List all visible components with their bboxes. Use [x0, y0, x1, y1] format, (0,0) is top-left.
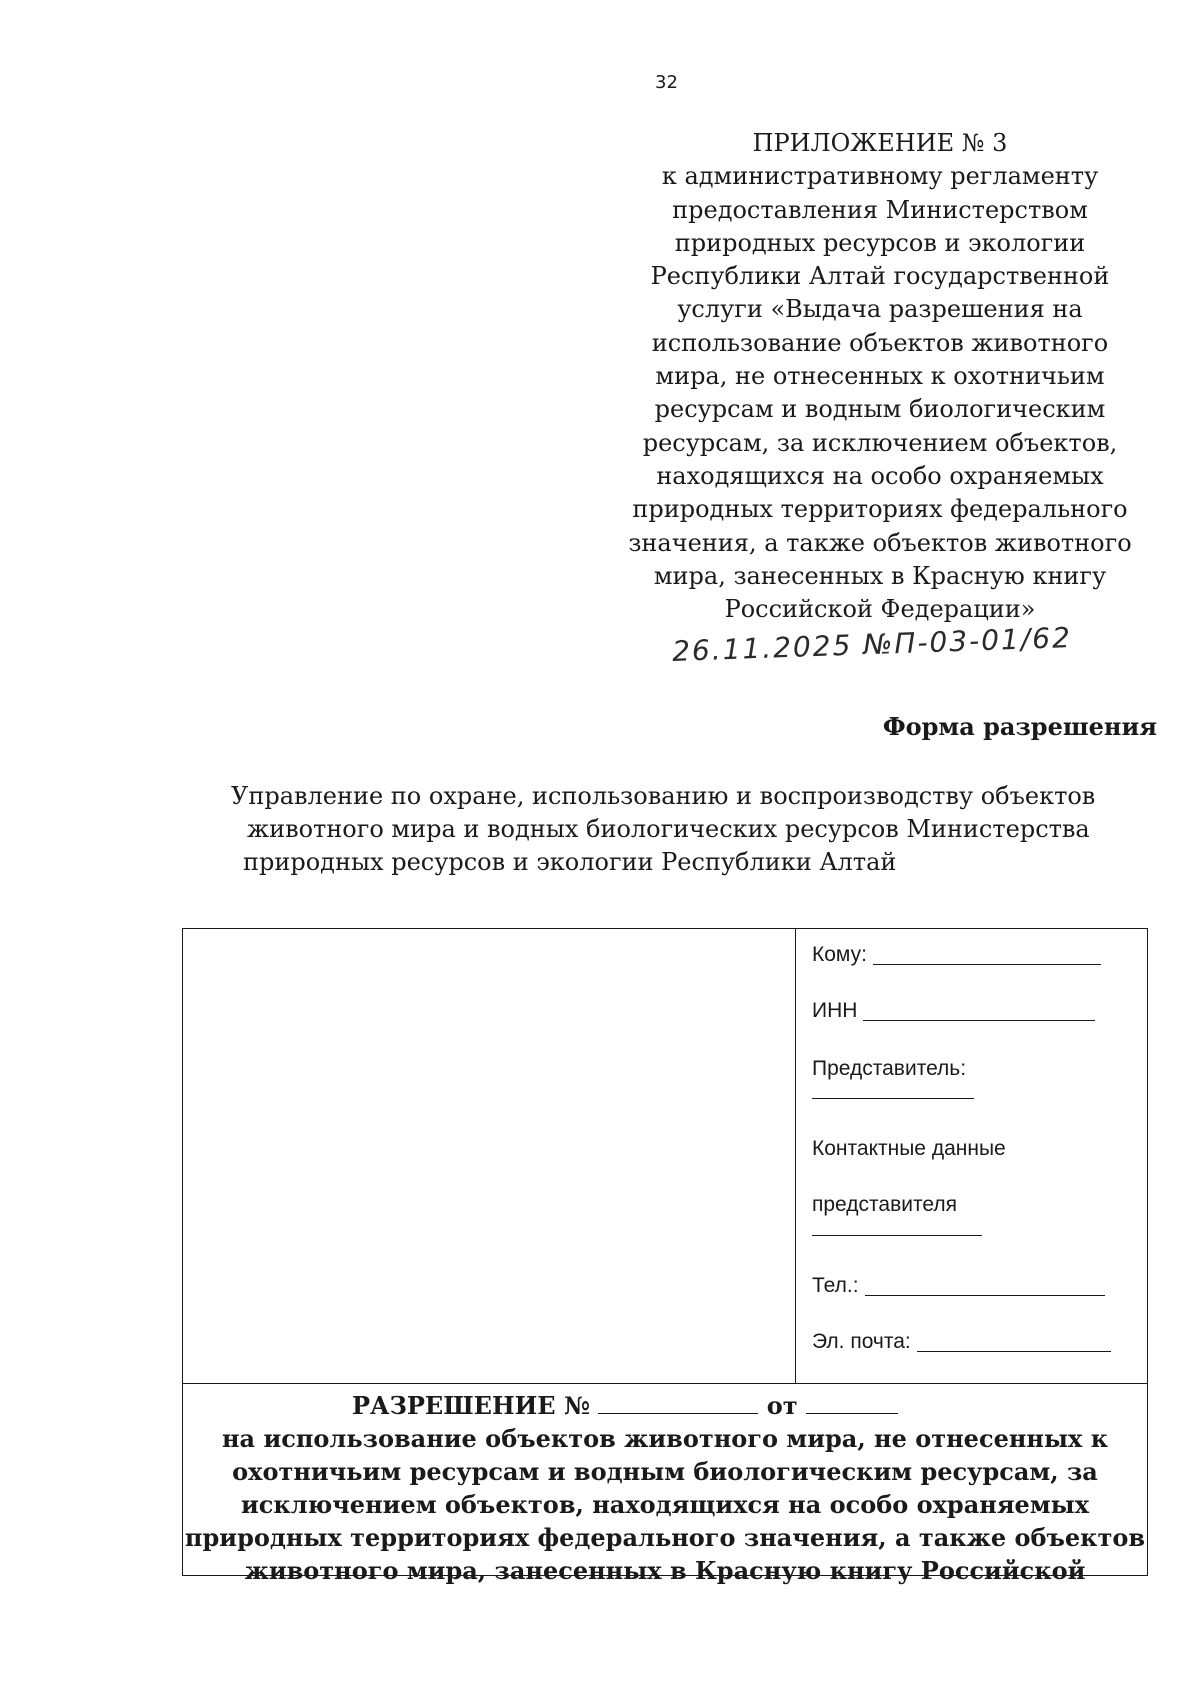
permit-title-line: животного мира, занесенных в Красную книгу Российской [244, 1556, 1086, 1585]
appendix-line: к административному регламенту [661, 162, 1099, 191]
recipient-cell [796, 929, 1147, 1383]
appendix-line: Республики Алтай государственной [650, 262, 1110, 291]
handwritten-date-number: 26.11.2025 №П-03-01/62 [671, 621, 1073, 668]
email-label: Эл. почта: [812, 1330, 911, 1353]
email-field [812, 1330, 1111, 1354]
inn-field [812, 999, 1095, 1023]
contact-field [812, 1137, 1006, 1161]
permit-title-line: охотничьим ресурсам и водным биологическим ресурсам, за [232, 1457, 1098, 1486]
appendix-block [620, 127, 1140, 626]
permit-form-table [182, 928, 1148, 1585]
to-label: Кому: [812, 943, 867, 966]
appendix-line: предоставления Министерством [672, 195, 1088, 224]
permit-title-line: на использование объектов животного мира, не отнесенных к [221, 1424, 1109, 1453]
permit-heading-prefix: РАЗРЕШЕНИЕ № [351, 1391, 591, 1420]
appendix-line: ресурсам, за исключением объектов, [642, 428, 1118, 457]
appendix-line: мира, занесенных в Красную книгу [653, 561, 1107, 590]
form-top-row [183, 929, 1147, 1384]
inn-label: ИНН [812, 999, 858, 1022]
appendix-line: природных территориях федерального [632, 495, 1128, 524]
permit-heading [103, 1389, 1147, 1422]
permit-title-cell [183, 1384, 1147, 1585]
contact-field-2 [812, 1193, 957, 1217]
form-title: Форма разрешения [882, 712, 1157, 741]
permit-date-blank [806, 1391, 898, 1414]
contact-label-1: Контактные данные [812, 1137, 1006, 1160]
appendix-line: мира, не отнесенных к охотничьим [655, 362, 1105, 391]
department-line: Управление по охране, использованию и воспроизводству объектов [231, 782, 1096, 810]
to-field [812, 943, 1101, 967]
appendix-title: ПРИЛОЖЕНИЕ № 3 [752, 129, 1008, 157]
appendix-line: природных ресурсов и экологии [674, 228, 1086, 257]
phone-field [812, 1274, 1105, 1298]
department-line: природных ресурсов и экологии Республики Алтай [243, 848, 897, 876]
permit-number-blank [598, 1391, 758, 1414]
representative-line [812, 1097, 974, 1099]
inn-line [863, 1019, 1095, 1021]
appendix-line: использование объектов животного [651, 328, 1109, 357]
representative-label: Представитель: [812, 1057, 967, 1080]
contact-label-2: представителя [812, 1193, 957, 1216]
appendix-line: значения, а также объектов животного [628, 528, 1132, 557]
contact-line [812, 1234, 982, 1236]
department-block [225, 780, 1125, 879]
appendix-line: Российской Федерации» [724, 595, 1036, 624]
permit-heading-from: от [766, 1391, 798, 1420]
phone-line [865, 1294, 1105, 1296]
appendix-line: услуги «Выдача разрешения на [677, 295, 1083, 324]
permit-title-line: исключением объектов, находящихся на особо охраняемых [240, 1490, 1090, 1519]
page-number: 32 [655, 72, 678, 93]
appendix-line: находящихся на особо охраняемых [656, 461, 1104, 490]
permit-title-line: природных территориях федерального значения, а также объектов [184, 1523, 1146, 1552]
to-line [873, 963, 1101, 965]
representative-field [812, 1057, 966, 1081]
appendix-line: ресурсам и водным биологическим [654, 395, 1106, 424]
form-blank-cell [183, 929, 796, 1383]
email-line [917, 1350, 1111, 1352]
phone-label: Тел.: [812, 1274, 859, 1297]
department-line: животного мира и водных биологических ресурсов Министерства [247, 815, 1090, 843]
